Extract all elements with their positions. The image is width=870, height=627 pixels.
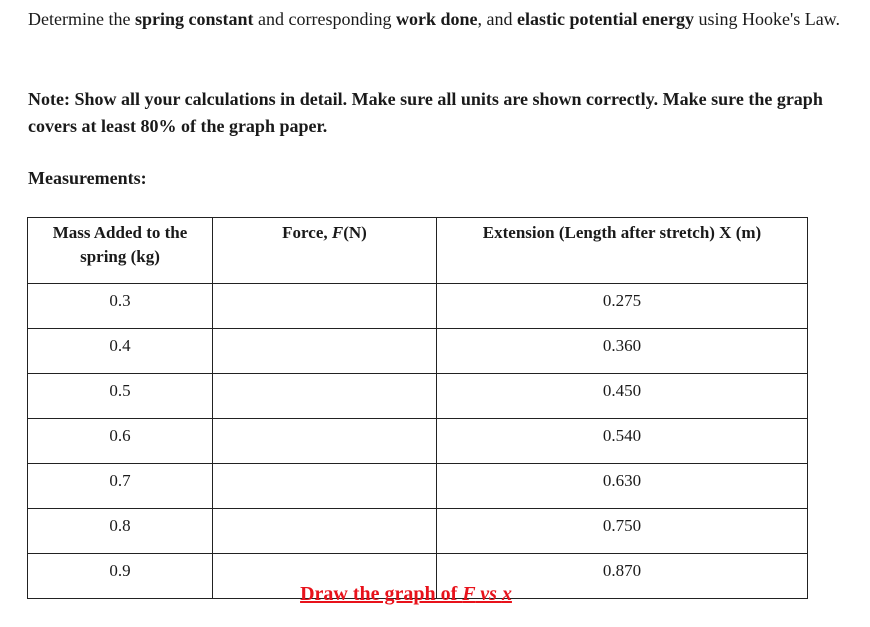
cell-extension: 0.360 [437,329,808,374]
header-force-suffix: (N) [343,223,367,242]
table-row [28,329,808,374]
intro-suffix: using Hooke's Law. [693,9,841,29]
intro-prefix: Determine the [28,9,135,29]
cell-mass: 0.8 [28,509,213,554]
instruction-paragraph [28,6,848,33]
intro-mid2: , and [477,9,517,29]
term-elastic-energy: elastic potential energy [516,9,694,29]
graph-var-f: F [462,583,476,605]
cell-mass: 0.3 [28,284,213,329]
table-row [28,284,808,329]
graph-instruction-prefix: Draw the graph of [300,583,463,605]
cell-mass: 0.6 [28,419,213,464]
cell-force[interactable] [213,374,437,419]
header-mass: Mass Added to the spring (kg) [28,218,213,284]
cell-force[interactable] [213,329,437,374]
intro-mid1: and corresponding [253,9,396,29]
term-spring-constant: spring constant [134,9,254,29]
cell-mass: 0.9 [28,554,213,599]
cell-extension: 0.630 [437,464,808,509]
graph-var-x: x [501,583,512,605]
cell-force[interactable] [213,464,437,509]
table-row [28,419,808,464]
table-row [28,509,808,554]
cell-extension: 0.750 [437,509,808,554]
cell-extension: 0.275 [437,284,808,329]
table-row [28,464,808,509]
graph-vs: vs [475,583,502,605]
cell-force[interactable] [213,509,437,554]
header-force [213,218,437,284]
cell-extension: 0.870 [437,554,808,599]
cell-mass: 0.5 [28,374,213,419]
table-header-row [28,218,808,284]
cell-force[interactable] [213,284,437,329]
measurements-heading: Measurements: [28,168,147,188]
note-paragraph: Note: Show all your calculations in detail. Make sure all units are shown correctly. Make sure the graph covers at least 80% of the graph paper. [28,89,823,136]
measurements-table [27,217,808,599]
table-row [28,374,808,419]
graph-instruction-link[interactable] [0,583,812,606]
cell-force[interactable] [213,419,437,464]
term-work-done: work done [395,9,478,29]
header-force-prefix: Force, [282,223,332,242]
header-force-var: F [331,223,344,242]
cell-mass: 0.4 [28,329,213,374]
cell-extension: 0.540 [437,419,808,464]
header-extension: Extension (Length after stretch) X (m) [437,218,808,284]
cell-mass: 0.7 [28,464,213,509]
cell-extension: 0.450 [437,374,808,419]
